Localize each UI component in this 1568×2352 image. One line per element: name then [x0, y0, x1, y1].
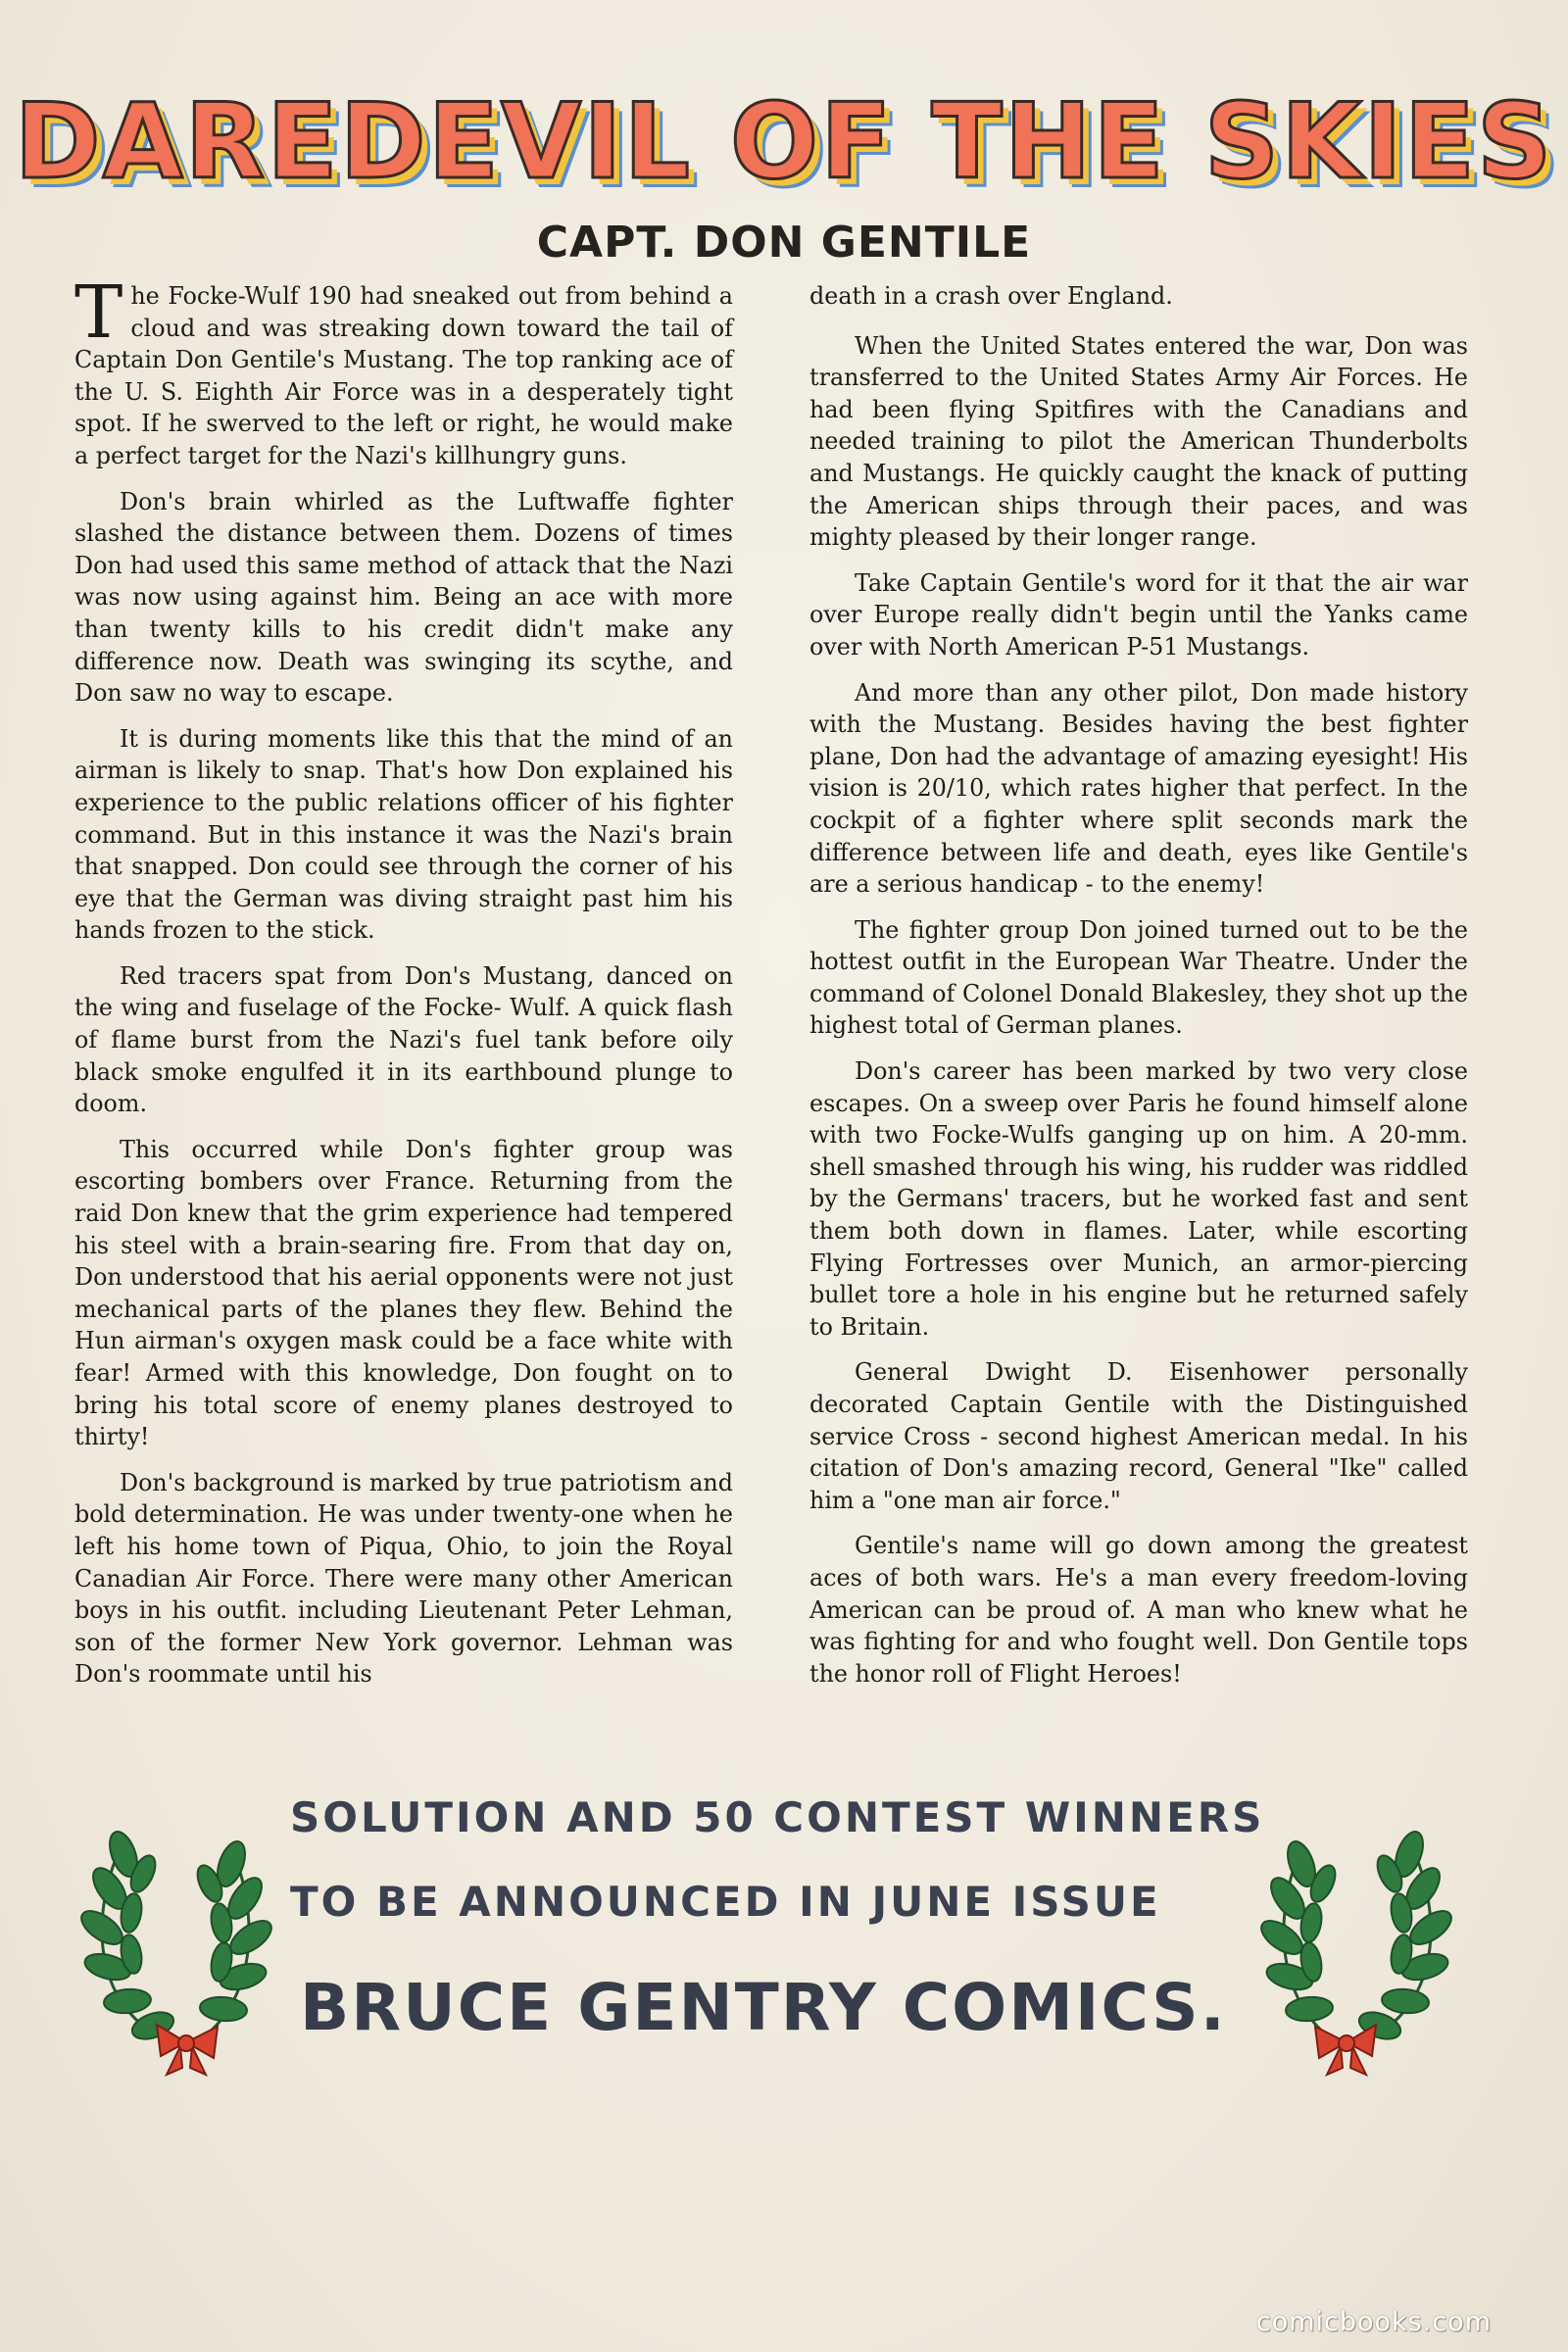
- page-title: DAREDEVIL OF THE SKIES: [14, 81, 1554, 202]
- article-paragraph: This occurred while Don's fighter group was escorting bombers over France. Returning from the raid Don knew that the grim experience had tempered his steel with a brain-searing fire. From that day on, Don understood that his aerial opponents were not just mechanical parts of the planes they flew. Behind the Hun airman's oxygen mask could be a face white with fear! Armed with this knowledge, Don fought on to bring his total score of enemy planes destroyed to thirty!: [74, 1135, 733, 1451]
- article-paragraph: The fighter group Don joined turned out to be the hottest outfit in the European War Theatre. Under the command of Colonel Donald Blakesley, they shot up the highest total of German planes.: [809, 915, 1468, 1040]
- article-paragraph: Gentile's name will go down among the greatest aces of both wars. He's a man every freedom-loving American can be proud of. A man who knew what he was fighting for and who fought well. Don Gentile tops the honor roll of Flight Heroes!: [809, 1532, 1468, 1688]
- article-paragraph: It is during moments like this that the mind of an airman is likely to snap. That's how Don explained his experience to the public relations officer of his fighter command. But in this instance it was the Nazi's brain that snapped. Don could see through the corner of his eye that the German was diving straight past him his hands frozen to the stick.: [74, 724, 733, 945]
- watermark: comicbooks.com: [1255, 2307, 1492, 2337]
- banner-line-solution: SOLUTION AND 50 CONTEST WINNERS: [290, 1793, 1265, 1841]
- laurel-wreath-icon: [63, 1786, 288, 2080]
- article-column-left: [74, 270, 733, 1704]
- article-paragraph: When the United States entered the war, Don was transferred to the United States Army Air Forces. He had been flying Spitfires with the Canadians and needed training to pilot the American Thunderbolts and Mustangs. He quickly caught the knack of putting the American ships through their paces, and was mighty pleased by their longer range.: [809, 331, 1468, 552]
- article-column-right: [809, 280, 1468, 1703]
- drop-cap: T: [74, 270, 123, 355]
- banner-line-announced: TO BE ANNOUNCED IN JUNE ISSUE: [290, 1878, 1161, 1926]
- article-paragraph: Red tracers spat from Don's Mustang, danced on the wing and fuselage of the Focke- Wulf. A quick flash of flame burst from the Nazi's fuel tank before oily black smoke engulfed it in its earthbound plunge to doom.: [74, 961, 733, 1118]
- article-paragraph: Take Captain Gentile's word for it that the air war over Europe really didn't begin until the Yanks came over with North American P-51 Mustangs.: [809, 568, 1468, 661]
- page-subtitle: CAPT. DON GENTILE: [536, 218, 1032, 268]
- banner-line-comics-title: BRUCE GENTRY COMICS.: [300, 1970, 1227, 2045]
- article-paragraph: Don's brain whirled as the Luftwaffe fighter slashed the distance between them. Dozens of times Don had used this same method of attack that the Nazi was now using against him. Being an ace with more than twenty kills to his credit didn't make any difference now. Death was swinging its scythe, and Don saw no way to escape.: [74, 487, 733, 708]
- article-paragraph: Don's background is marked by true patriotism and bold determination. He was under twenty-one when he left his home town of Piqua, Ohio, to join the Royal Canadian Air Force. There were many other American boys in his outfit. including Lieutenant Peter Lehman, son of the former New York governor. Lehman was Don's roommate until his: [74, 1468, 733, 1689]
- article-paragraph: Don's career has been marked by two very close escapes. On a sweep over Paris he found himself alone with two Focke-Wulfs ganging up on him. A 20-mm. shell smashed through his wing, his rudder was riddled by the Germans' tracers, but he worked fast and sent them both down in flames. Later, while escorting Flying Fortresses over Munich, an armor-piercing bullet tore a hole in his engine but he returned safely to Britain.: [809, 1057, 1468, 1341]
- article-paragraph: death in a crash over England.: [809, 282, 1173, 310]
- laurel-wreath-icon: [1245, 1786, 1470, 2080]
- paragraph-text: he Focke-Wulf 190 had sneaked out from behind a cloud and was streaking down toward the tail of Captain Don Gentile's Mustang. The top ranking ace of the U. S. Eighth Air Force was in a desperately tight spot. If he swerved to the left or right, he would make a perfect target for the Nazi's killhungry guns.: [74, 282, 733, 469]
- article-paragraph: And more than any other pilot, Don made history with the Mustang. Besides having the best fighter plane, Don had the advantage of amazing eyesight! His vision is 20/10, which rates higher that perfect. In the cockpit of a fighter where split seconds mark the difference between life and death, eyes like Gentile's are a serious handicap - to the enemy!: [809, 678, 1468, 899]
- article-paragraph: [74, 270, 733, 472]
- article-paragraph: General Dwight D. Eisenhower personally decorated Captain Gentile with the Distinguished service Cross - second highest American medal. In his citation of Don's amazing record, General "Ike" called him a "one man air force.": [809, 1358, 1468, 1514]
